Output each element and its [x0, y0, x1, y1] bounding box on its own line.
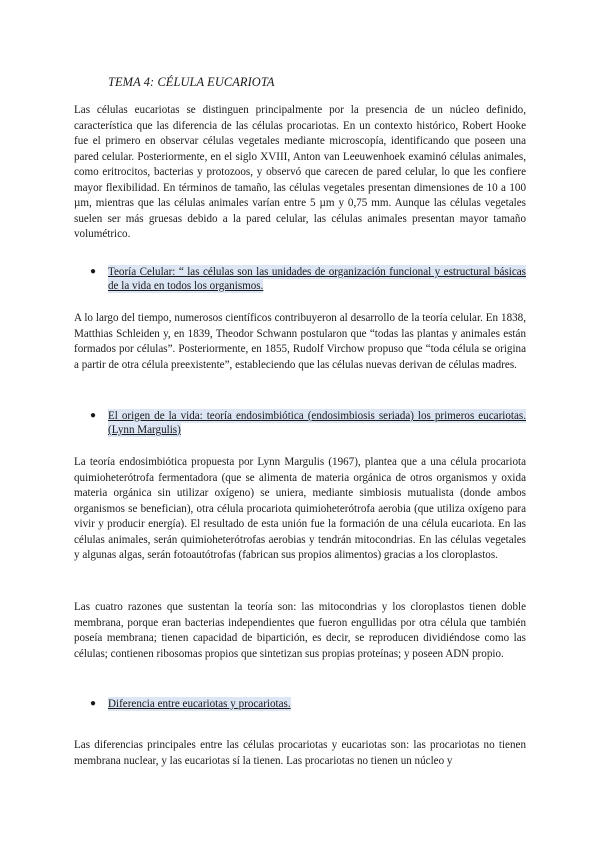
- bullet-icon: ●: [90, 410, 97, 421]
- bullet-icon: ●: [90, 698, 97, 709]
- bullet-diferencia: [90, 697, 526, 711]
- paragraph-teoria-celular: A lo largo del tiempo, numerosos científicos contribuyeron al desarrollo de la teoría celular. En 1838, Matthias Schleiden y, en 1839, Theodor Schwann postularon que “todas las plantas y animales están formados por células”. Posteriormente, en 1855, Rudolf Virchow propuso que “toda célula se origina a partir de otra célula preexistente”, estableciendo que las células nuevas derivan de células madres.: [74, 312, 526, 371]
- bullet-origen-vida: [90, 409, 526, 437]
- paragraph-razones: Las cuatro razones que sustentan la teoría son: las mitocondrias y los cloroplastos tienen doble membrana, porque eran bacterias independientes que fueron engullidas por otra célula que también poseía membrana; tienen capacidad de bipartición, es decir, se reproducen dividiéndose como las células; contienen ribosomas propios que sintetizan sus propias proteínas; y poseen ADN propio.: [74, 601, 526, 660]
- bullet-origen-vida-text: El origen de la vida: teoría endosimbiótica (endosimbiosis seriada) los primeros eucariotas. (Lynn Margulis): [108, 410, 526, 436]
- bullet-diferencia-text: Diferencia entre eucariotas y procariotas.: [108, 698, 291, 710]
- paragraph-endosimbiotica: La teoría endosimbiótica propuesta por Lynn Margulis (1967), plantea que a una célula procariota quimioheterótrofa fermentadora (que se alimenta de materia orgánica de otros organismos y oxida materia orgánica sin utilizar oxígeno) se uniera, mediante simbiosis mutualista (donde ambos organismos se benefician), otra célula procariota quimioheterótrofa aerobia (que utiliza oxígeno para vivir y producir energía). El resultado de esta unión fue la formación de una célula eucariota. En las células animales, serán quimioheterótrofas aerobias y tendrán mitocondrias. En las células vegetales y algunas algas, serán fotoautótrofas (fabrican sus propios alimentos) gracias a los cloroplastos.: [74, 456, 526, 561]
- bullet-teoria-celular-text: Teoría Celular: “ las células son las unidades de organización funcional y estructural básicas de la vida en todos los organismos.: [108, 266, 526, 292]
- paragraph-intro: Las células eucariotas se distinguen principalmente por la presencia de un núcleo definido, característica que las diferencia de las células procariotas. En un contexto histórico, Robert Hooke fue el primero en observar células vegetales mediante microscopía, identificando que poseen una pared celular. Posteriormente, en el siglo XVIII, Anton van Leeuwenhoek examinó células animales, como eritrocitos, bacterias y protozoos, y observó que carecen de pared celular, lo que les confiere mayor flexibilidad. En términos de tamaño, las células vegetales presentan dimensiones de 10 a 100 µm, mientras que las células animales varían entre 5 µm y 0,75 mm. Aunque las células vegetales suelen ser más gruesas debido a la pared celular, las células animales presentan mayor tamaño volumétrico.: [74, 104, 526, 240]
- bullet-icon: ●: [90, 266, 97, 277]
- page-title: TEMA 4: CÉLULA EUCARIOTA: [108, 75, 275, 89]
- paragraph-diferencias: Las diferencias principales entre las células procariotas y eucariotas son: las procariotas no tienen membrana nuclear, y las eucariotas sí la tienen. Las procariotas no tienen un núcleo y: [74, 739, 526, 767]
- bullet-teoria-celular: [90, 265, 526, 293]
